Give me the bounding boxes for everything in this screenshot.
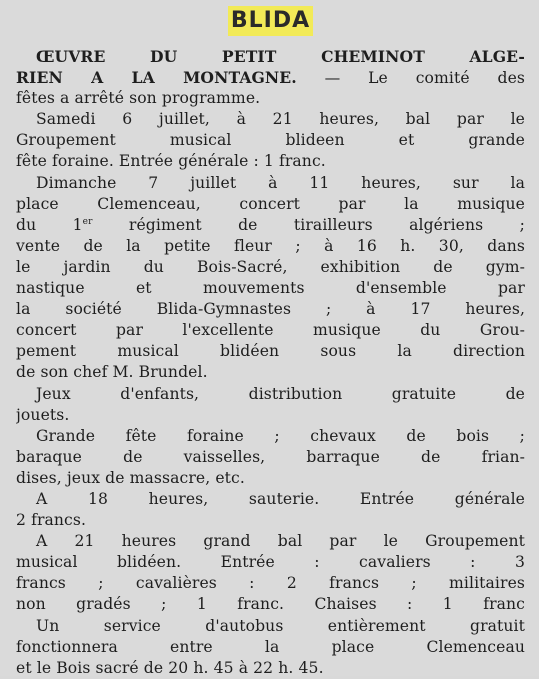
article-line: musical blidéen. Entrée : cavaliers : 3 [16, 553, 525, 572]
article-line: vente de la petite fleur ; à 16 h. 30, dans [16, 236, 525, 255]
article-line: Groupement musical blideen et grande [16, 131, 525, 150]
article-line: Jeux d'enfants, distribution gratuite de [36, 384, 525, 403]
article-title-cont: RIEN A LA MONTAGNE. [16, 68, 297, 88]
article-line: Samedi 6 juillet, à 21 heures, bal par le [36, 110, 525, 129]
article-line: dises, jeux de massacre, etc. [16, 468, 245, 487]
article-line [16, 46, 525, 67]
article-body [16, 46, 525, 679]
city-heading: BLIDA [228, 6, 313, 36]
article-line: non gradés ; 1 franc. Chaises : 1 franc [16, 595, 525, 614]
article-line: concert par l'excellente musique du Grou- [16, 321, 525, 340]
article-line: jouets. [16, 405, 70, 424]
article-line: baraque de vaisselles, barraque de frian- [16, 447, 525, 466]
article-line: le jardin du Bois-Sacré, exhibition de gym- [16, 257, 525, 276]
article-line: RIEN A LA MONTAGNE. — Le comité des [16, 68, 525, 88]
article-line: la société Blida-Gymnastes ; à 17 heures, [16, 300, 525, 319]
article-line: 2 francs. [16, 511, 87, 530]
article-line: Grande fête foraine ; chevaux de bois ; [36, 426, 525, 445]
article-line: de son chef M. Brundel. [16, 363, 208, 382]
article-line: A 18 heures, sauterie. Entrée générale [36, 489, 525, 508]
article-line: et le Bois sacré de 20 h. 45 à 22 h. 45. [16, 658, 324, 677]
article-line: A 21 heures grand bal par le Groupement [36, 532, 525, 551]
article-line: pement musical blidéen sous la direction [16, 342, 525, 361]
article-line: francs ; cavalières : 2 francs ; militaires [16, 574, 525, 593]
article-line: fêtes a arrêté son programme. [16, 89, 261, 108]
heading-row [16, 6, 525, 38]
article-line: nastique et mouvements d'ensemble par [16, 279, 525, 298]
article-line: Dimanche 7 juillet à 11 heures, sur la [36, 173, 525, 192]
article-line: place Clemenceau, concert par la musique [16, 194, 525, 213]
article-line: fonctionnera entre la place Clemenceau [16, 637, 525, 656]
article-line: fête foraine. Entrée générale : 1 franc. [16, 152, 326, 171]
article-title: ŒUVRE DU PETIT CHEMINOT ALGE- [36, 47, 525, 66]
article-line: Un service d'autobus entièrement gratuit [36, 616, 525, 635]
article-line: du 1er régiment de tirailleurs algériens ; [16, 215, 525, 234]
